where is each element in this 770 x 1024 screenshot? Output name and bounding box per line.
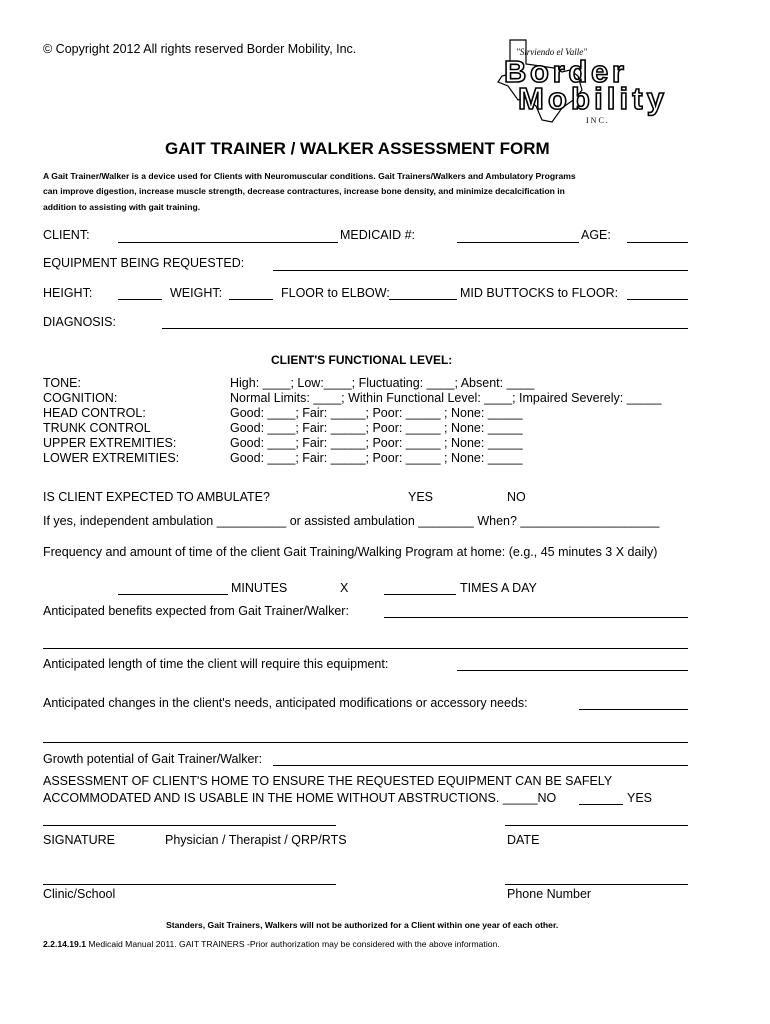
minutes-field[interactable] xyxy=(118,594,228,595)
functional-label-trunk: TRUNK CONTROL xyxy=(43,421,151,435)
phone-field[interactable] xyxy=(505,884,688,885)
signature-roles: Physician / Therapist / QRP/RTS xyxy=(165,833,347,847)
clinic-label: Clinic/School xyxy=(43,887,116,901)
height-label: HEIGHT: xyxy=(43,286,93,300)
floor-elbow-label: FLOOR to ELBOW: xyxy=(281,286,390,300)
floor-elbow-field[interactable] xyxy=(389,299,457,300)
age-field[interactable] xyxy=(627,242,688,243)
date-field[interactable] xyxy=(505,825,688,826)
frequency-question: Frequency and amount of time of the client Gait Training/Walking Program at home: (e.g., 45 minutes 3 X daily) xyxy=(43,545,658,559)
footer-reference-code: 2.2.14.19.1 xyxy=(43,939,87,949)
signature-field[interactable] xyxy=(43,825,336,826)
functional-options-cognition[interactable]: Normal Limits: ____; Within Functional Level: ____; Impaired Severely: _____ xyxy=(230,391,662,405)
intro-line-2: can improve digestion, increase muscle strength, decrease contractures, increase bone density, and minimize decalcification in xyxy=(43,186,565,196)
height-field[interactable] xyxy=(118,299,162,300)
changes-field[interactable] xyxy=(579,709,688,710)
functional-options-trunk[interactable]: Good: ____; Fair: _____; Poor: _____ ; None: _____ xyxy=(230,421,523,435)
length-field[interactable] xyxy=(457,670,688,671)
functional-options-tone[interactable]: High: ____; Low:____; Fluctuating: ____; Absent: ____ xyxy=(230,376,535,390)
medicaid-label: MEDICAID #: xyxy=(340,228,416,242)
ambulate-question: IS CLIENT EXPECTED TO AMBULATE? xyxy=(43,490,270,504)
weight-field[interactable] xyxy=(229,299,273,300)
diagnosis-field[interactable] xyxy=(162,328,688,329)
signature-label: SIGNATURE xyxy=(43,833,115,847)
client-label: CLIENT: xyxy=(43,228,90,242)
minutes-label: MINUTES xyxy=(231,581,288,595)
intro-line-3: addition to assisting with gait training. xyxy=(43,202,201,212)
times-field[interactable] xyxy=(384,594,456,595)
length-label: Anticipated length of time the client will require this equipment: xyxy=(43,657,389,671)
intro-line-1: A Gait Trainer/Walker is a device used for Clients with Neuromuscular conditions. Gait Trainers/Walkers and Ambulatory Programs xyxy=(43,171,576,181)
equipment-label: EQUIPMENT BEING REQUESTED: xyxy=(43,256,245,270)
ambulation-followup[interactable]: If yes, independent ambulation __________ or assisted ambulation ________ When? ____________________ xyxy=(43,514,660,528)
functional-options-head[interactable]: Good: ____; Fair: _____; Poor: _____ ; None: _____ xyxy=(230,406,523,420)
logo-tagline: "Sirviendo el Valle" xyxy=(516,47,588,57)
growth-label: Growth potential of Gait Trainer/Walker: xyxy=(43,752,263,766)
ambulate-yes[interactable]: YES xyxy=(408,490,434,504)
page-title: GAIT TRAINER / WALKER ASSESSMENT FORM xyxy=(165,139,550,158)
footer-reference xyxy=(43,939,500,950)
ambulate-no[interactable]: NO xyxy=(507,490,526,504)
client-field[interactable] xyxy=(118,242,338,243)
changes-label: Anticipated changes in the client's needs, anticipated modifications or accessory needs: xyxy=(43,696,528,710)
footer-reference-text: Medicaid Manual 2011. GAIT TRAINERS -Prior authorization may be considered with the above information. xyxy=(86,939,500,949)
texas-map-icon xyxy=(496,38,671,126)
functional-heading: CLIENT'S FUNCTIONAL LEVEL: xyxy=(271,353,453,367)
logo-suffix: INC. xyxy=(586,116,610,125)
benefits-field-line-2[interactable] xyxy=(43,648,688,649)
phone-label: Phone Number xyxy=(507,887,592,901)
benefits-field[interactable] xyxy=(384,617,688,618)
functional-label-lower: LOWER EXTREMITIES: xyxy=(43,451,180,465)
home-assessment-line-2[interactable]: ACCOMMODATED AND IS USABLE IN THE HOME WITHOUT ABSTRUCTIONS. _____NO xyxy=(43,791,557,805)
benefits-label: Anticipated benefits expected from Gait Trainer/Walker: xyxy=(43,604,349,618)
home-yes-field[interactable] xyxy=(579,804,623,805)
copyright-text: © Copyright 2012 All rights reserved Border Mobility, Inc. xyxy=(43,42,357,56)
functional-options-lower[interactable]: Good: ____; Fair: _____; Poor: _____ ; None: _____ xyxy=(230,451,523,465)
home-assessment-line-1: ASSESSMENT OF CLIENT'S HOME TO ENSURE THE REQUESTED EQUIPMENT CAN BE SAFELY xyxy=(43,774,613,788)
times-x-label: X xyxy=(340,581,349,595)
mid-buttocks-field[interactable] xyxy=(627,299,688,300)
mid-buttocks-label: MID BUTTOCKS to FLOOR: xyxy=(460,286,619,300)
functional-label-cognition: COGNITION: xyxy=(43,391,118,405)
date-label: DATE xyxy=(507,833,540,847)
times-a-day-label: TIMES A DAY xyxy=(460,581,537,595)
logo-word-border: Border xyxy=(504,54,624,89)
footer-notice: Standers, Gait Trainers, Walkers will not be authorized for a Client within one year of each other. xyxy=(166,920,559,930)
home-yes-label: YES xyxy=(627,791,653,805)
equipment-field[interactable] xyxy=(273,270,688,271)
functional-options-upper[interactable]: Good: ____; Fair: _____; Poor: _____ ; None: _____ xyxy=(230,436,523,450)
diagnosis-label: DIAGNOSIS: xyxy=(43,315,116,329)
functional-label-head: HEAD CONTROL: xyxy=(43,406,146,420)
changes-field-line-2[interactable] xyxy=(43,742,688,743)
age-label: AGE: xyxy=(581,228,611,242)
growth-field[interactable] xyxy=(273,765,688,766)
functional-label-tone: TONE: xyxy=(43,376,81,390)
functional-label-upper: UPPER EXTREMITIES: xyxy=(43,436,177,450)
medicaid-field[interactable] xyxy=(457,242,579,243)
clinic-field[interactable] xyxy=(43,884,336,885)
logo-word-mobility: Mobility xyxy=(518,81,664,116)
company-logo xyxy=(496,38,671,126)
weight-label: WEIGHT: xyxy=(170,286,223,300)
